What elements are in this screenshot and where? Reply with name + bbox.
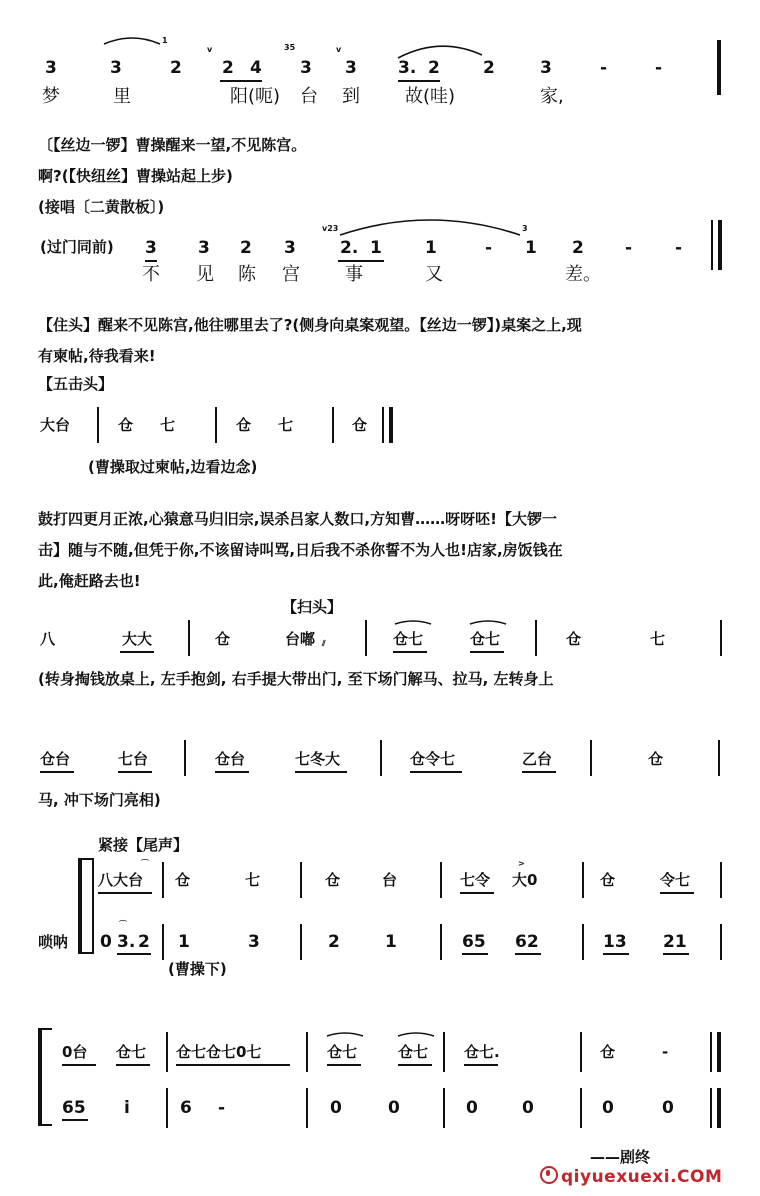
underline [62, 1064, 96, 1066]
perc-syllable: 七台 [118, 750, 149, 768]
note: 1 [385, 932, 397, 952]
perc-syllable: 七 [245, 871, 261, 889]
spoken-line: 此,俺赶路去也! [38, 572, 141, 590]
bar-line [720, 924, 722, 960]
underline [117, 953, 151, 955]
perc-syllable: 仓 [600, 1043, 616, 1061]
tremolo-mark: ⫽ [322, 639, 326, 648]
stage-direction: (转身掏钱放桌上, 左手抱剑, 右手提大带出门, 至下场门解马、拉马, 左转身上 [38, 670, 554, 688]
note: 4 [250, 58, 262, 78]
bar-line [720, 862, 722, 898]
bar-line [188, 620, 190, 656]
bracket-bottom [38, 1124, 52, 1126]
underline [120, 651, 154, 653]
passage-note: (过门同前) [40, 238, 114, 256]
bracket-bottom [78, 952, 92, 954]
stage-direction: 【住头】醒来不见陈宫,他往哪里去了?(侧身向桌案观望。【丝边一锣】)桌案之上,现 [38, 316, 582, 334]
slur [340, 220, 520, 235]
note: 0 [602, 1098, 614, 1118]
perc-syllable: 仓七 [393, 630, 424, 648]
bar-line [97, 407, 99, 443]
section-title: 【扫头】 [282, 598, 343, 616]
perc-syllable: 仓 [236, 416, 252, 434]
underline [338, 260, 384, 262]
perc-syllable: 仓 [118, 416, 134, 434]
stage-direction: 〔【丝边一锣】曹操醒来一望,不见陈宫。 [38, 136, 307, 154]
grace-note: 35 [284, 43, 296, 52]
note-dash: - [655, 58, 663, 78]
perc-syllable: 七令 [460, 871, 491, 889]
bar-line [92, 858, 94, 954]
note: 65 [462, 932, 486, 952]
underline [116, 1064, 150, 1066]
note-dash: - [600, 58, 608, 78]
lyric: 到 [342, 86, 360, 107]
note: 3 [110, 58, 122, 78]
note: 3 [345, 58, 357, 78]
note: 0 [466, 1098, 478, 1118]
bar-line [535, 620, 537, 656]
perc-syllable: 七 [650, 630, 666, 648]
lyric: 故(哇) [405, 86, 456, 107]
bar-line [306, 1032, 308, 1072]
note: 1 [178, 932, 190, 952]
perc-syllable: 仓七 [398, 1043, 429, 1061]
underline [98, 892, 152, 894]
perc-syllable: 七冬大 [295, 750, 341, 768]
bar-line [440, 862, 442, 898]
bracket-top [78, 858, 92, 860]
note: 2 [572, 238, 584, 258]
stage-direction: 有柬帖,待我看来! [38, 347, 156, 365]
section-title: 【五击头】 [38, 375, 114, 393]
perc-syllable: 台嘟 [285, 630, 316, 648]
bar-line [166, 1032, 168, 1072]
bar-line [590, 740, 592, 776]
note-dash: - [218, 1098, 226, 1118]
note: 0 [662, 1098, 674, 1118]
underline [462, 953, 488, 955]
bar-line-final [718, 220, 722, 270]
lyric: 陈 [238, 264, 256, 285]
note: 0 [100, 932, 112, 952]
lyric: 不 [142, 264, 160, 285]
note: 3 [45, 58, 57, 78]
note: 3 [540, 58, 552, 78]
bar-line [166, 1088, 168, 1128]
breath-mark: v [336, 45, 342, 54]
slur [398, 46, 482, 58]
bar-line [580, 1088, 582, 1128]
underline [603, 953, 629, 955]
instrument-label: 唢呐 [38, 933, 69, 951]
system-bracket [78, 858, 82, 954]
lyric: 台 [300, 86, 318, 107]
bar-line [582, 862, 584, 898]
accent-mark: > [518, 859, 525, 868]
underline [660, 892, 694, 894]
note: 3 [198, 238, 210, 258]
perc-syllable: 仓七 [470, 630, 501, 648]
perc-syllable: 仓台 [40, 750, 71, 768]
stage-direction: (曹操取过柬帖,边看边念) [88, 458, 258, 476]
tie [395, 621, 431, 624]
system-bracket [38, 1028, 42, 1126]
note: 0 [330, 1098, 342, 1118]
stage-direction: (接唱〔二黄散板〕) [38, 198, 165, 216]
perc-syllable: 台 [382, 871, 398, 889]
perc-syllable: 仓台 [215, 750, 246, 768]
underline [515, 953, 541, 955]
perc-syllable: 八大台 [98, 871, 144, 889]
bar-line [718, 740, 720, 776]
note: 3. [117, 932, 136, 952]
note: 3 [284, 238, 296, 258]
lyric: 梦 [42, 86, 60, 107]
grace-note: 1 [162, 36, 168, 45]
bar-line [162, 924, 164, 960]
lyric: 阳(呃) [230, 86, 281, 107]
note: 3 [300, 58, 312, 78]
underline [176, 1064, 290, 1066]
bar-line [306, 1088, 308, 1128]
perc-syllable: 仓 [175, 871, 191, 889]
lyric: 见 [196, 264, 214, 285]
underline [663, 953, 689, 955]
bar-line [162, 862, 164, 898]
underline [522, 771, 556, 773]
underline [460, 892, 494, 894]
stage-direction: (曹操下) [168, 960, 227, 978]
underline [470, 651, 504, 653]
bar-line [717, 40, 721, 95]
underline [327, 1064, 361, 1066]
bar-line [710, 1088, 712, 1128]
note: 21 [663, 932, 687, 952]
note: 2 [483, 58, 495, 78]
note: 2 [328, 932, 340, 952]
lyric: 差。 [565, 264, 601, 285]
bar-line [332, 407, 334, 443]
underline [40, 771, 74, 773]
underline [220, 80, 262, 82]
bar-line [711, 220, 713, 270]
note: 1 [370, 238, 382, 258]
note: 62 [515, 932, 539, 952]
perc-syllable: 七 [278, 416, 294, 434]
perc-syllable: 乙台 [522, 750, 553, 768]
bar-line [184, 740, 186, 776]
perc-syllable: 仓七 [116, 1043, 147, 1061]
grace-note: 3 [522, 224, 528, 233]
bar-line-final [389, 407, 393, 443]
perc-syllable: 仓七. [464, 1043, 500, 1061]
fermata: ⌒ [141, 859, 149, 868]
spoken-line: 击】随与不随,但凭于你,不该留诗叫骂,日后我不杀你誓不为人也!店家,房饭钱在 [38, 541, 563, 559]
note: i [124, 1098, 130, 1118]
note-dash: - [485, 238, 493, 258]
bar-line [300, 924, 302, 960]
perc-syllable: 仓 [648, 750, 664, 768]
note: 6 [180, 1098, 192, 1118]
bracket-top [38, 1028, 52, 1030]
perc-syllable: 仓令七 [410, 750, 456, 768]
bar-line [380, 740, 382, 776]
bar-line [720, 620, 722, 656]
bar-line [382, 407, 384, 443]
note: 0 [522, 1098, 534, 1118]
note: 2 [138, 932, 150, 952]
underline [410, 771, 462, 773]
tie [470, 621, 506, 624]
perc-syllable: 仓 [566, 630, 582, 648]
note: 3 [248, 932, 260, 952]
bar-line [365, 620, 367, 656]
note: 1 [425, 238, 437, 258]
perc-syllable: 仓七仓七0七 [176, 1043, 262, 1061]
slur [104, 38, 160, 44]
lyric: 家, [540, 86, 564, 107]
note: 0 [388, 1098, 400, 1118]
note-dash: - [625, 238, 633, 258]
bar-line [710, 1032, 712, 1072]
fermata: ⌒ [119, 920, 127, 929]
bar-line [440, 924, 442, 960]
note: 2 [428, 58, 440, 78]
perc-syllable: 仓 [325, 871, 341, 889]
lyric: 里 [113, 86, 131, 107]
perc-syllable: 八 [40, 630, 56, 648]
bar-line [300, 862, 302, 898]
underline [145, 260, 157, 262]
perc-syllable: 0台 [62, 1043, 88, 1061]
end-mark: ——剧终 [590, 1148, 651, 1166]
perc-syllable: 大0 [512, 871, 538, 889]
note: 2. [340, 238, 359, 258]
lyric: 又 [425, 264, 443, 285]
spoken-line: 鼓打四更月正浓,心猿意马归旧宗,误杀吕家人数口,方知曹……呀呀呸!【大锣一 [38, 510, 557, 528]
watermark-text: qiyuexuexi.COM [561, 1167, 723, 1187]
underline [215, 771, 249, 773]
underline [62, 1119, 88, 1121]
underline [393, 651, 427, 653]
bar-line-final [717, 1032, 721, 1072]
bar-line [443, 1088, 445, 1128]
stage-direction: 啊?(【快纽丝】曹操站起上步) [38, 167, 233, 185]
lyric: 事 [345, 264, 363, 285]
note-dash: - [675, 238, 683, 258]
note: 3 [145, 238, 157, 258]
breath-mark: v [207, 45, 213, 54]
note: 2 [240, 238, 252, 258]
note: 1 [525, 238, 537, 258]
underline [464, 1064, 498, 1066]
bar-line [580, 1032, 582, 1072]
underline [398, 1064, 432, 1066]
tie [398, 1033, 434, 1036]
perc-syllable: 仓 [352, 416, 368, 434]
tie [327, 1033, 363, 1036]
perc-syllable: 仓 [600, 871, 616, 889]
perc-syllable: 仓七 [327, 1043, 358, 1061]
underline [118, 771, 152, 773]
perc-syllable: - [662, 1043, 669, 1061]
underline [398, 80, 440, 82]
stage-direction: 马, 冲下场门亮相) [38, 791, 161, 809]
note: 2 [222, 58, 234, 78]
grace-note: v23 [322, 224, 339, 233]
perc-syllable: 七 [160, 416, 176, 434]
perc-syllable: 大台 [40, 416, 71, 434]
underline [295, 771, 347, 773]
bar-line [443, 1032, 445, 1072]
watermark [540, 1166, 722, 1187]
section-title: 紧接【尾声】 [98, 836, 189, 854]
perc-syllable: 大大 [122, 630, 153, 648]
note: 3. [398, 58, 417, 78]
bar-line [582, 924, 584, 960]
perc-syllable: 仓 [215, 630, 231, 648]
bar-line [215, 407, 217, 443]
note: 2 [170, 58, 182, 78]
note: 13 [603, 932, 627, 952]
lyric: 宫 [282, 264, 300, 285]
note: 65 [62, 1098, 86, 1118]
watermark-logo-icon [540, 1166, 558, 1184]
perc-syllable: 令七 [660, 871, 691, 889]
bar-line-final [717, 1088, 721, 1128]
